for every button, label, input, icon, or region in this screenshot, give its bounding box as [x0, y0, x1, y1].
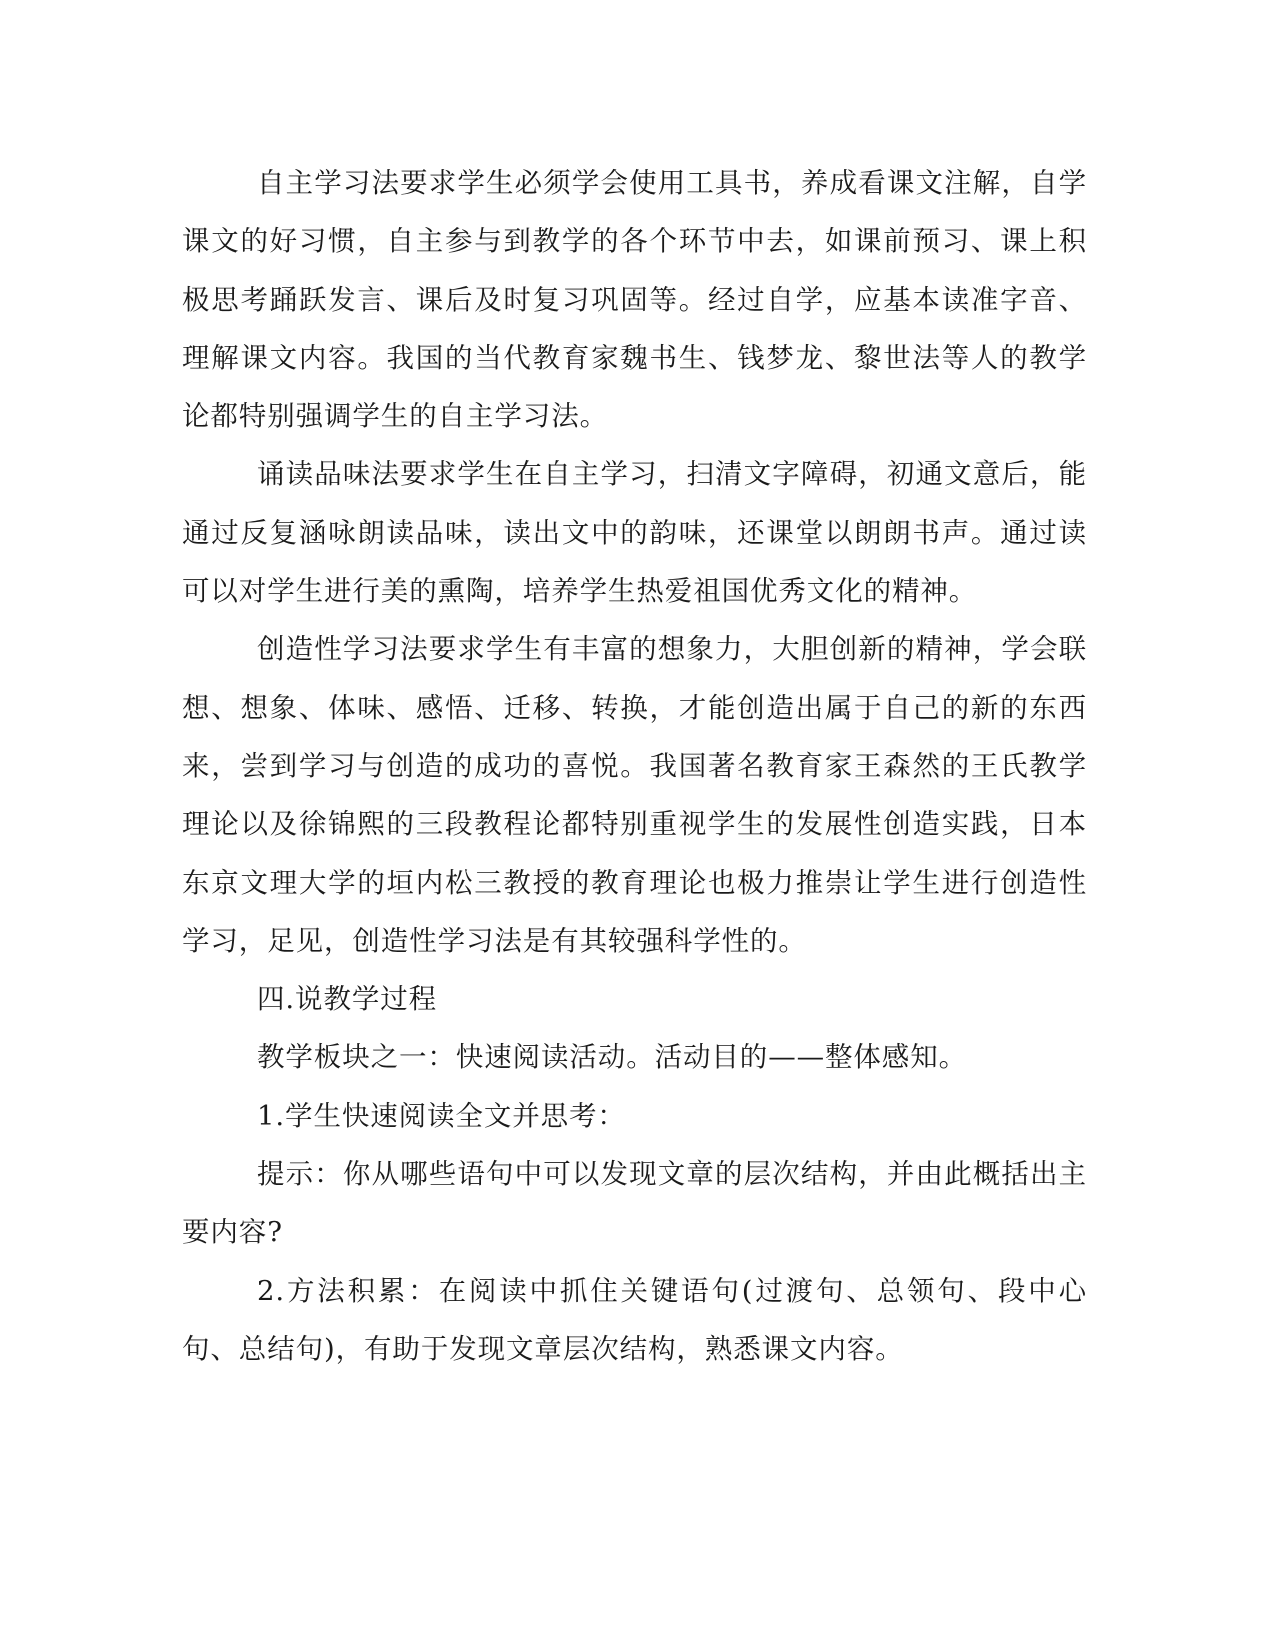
paragraph-recitation-method: 诵读品味法要求学生在自主学习，扫清文字障碍，初通文意后，能通过反复涵咏朗读品味，读出文中的韵味，还课堂以朗朗书声。通过读可以对学生进行美的熏陶，培养学生热爱祖国优秀文化的精神。	[182, 458, 1087, 608]
paragraph-hint: 提示：你从哪些语句中可以发现文章的层次结构，并由此概括出主要内容?	[182, 1158, 1087, 1249]
section-heading-teaching-process: 四.说教学过程	[257, 983, 438, 1016]
document-page	[182, 154, 1087, 1378]
paragraph-teaching-module-one: 教学板块之一：快速阅读活动。活动目的——整体感知。	[257, 1041, 967, 1074]
paragraph-creative-learning-method: 创造性学习法要求学生有丰富的想象力，大胆创新的精神，学会联想、想象、体味、感悟、迁移、转换，才能创造出属于自己的新的东西来，尝到学习与创造的成功的喜悦。我国著名教育家王森然的王氏教学理论以及徐锦熙的三段教程论都特别重视学生的发展性创造实践，日本东京文理大学的垣内松三教授的教育理论也极力推崇让学生进行创造性学习，足见，创造性学习法是有其较强科学性的。	[182, 633, 1087, 957]
list-item-1: 1.学生快速阅读全文并思考：	[257, 1099, 626, 1132]
paragraph-self-study-method: 自主学习法要求学生必须学会使用工具书，养成看课文注解，自学课文的好习惯，自主参与到教学的各个环节中去，如课前预习、课上积极思考踊跃发言、课后及时复习巩固等。经过自学，应基本读准字音、理解课文内容。我国的当代教育家魏书生、钱梦龙、黎世法等人的教学论都特别强调学生的自主学习法。	[182, 167, 1087, 433]
list-item-2: 2.方法积累：在阅读中抓住关键语句(过渡句、总领句、段中心句、总结句)，有助于发现文章层次结构，熟悉课文内容。	[182, 1274, 1087, 1365]
